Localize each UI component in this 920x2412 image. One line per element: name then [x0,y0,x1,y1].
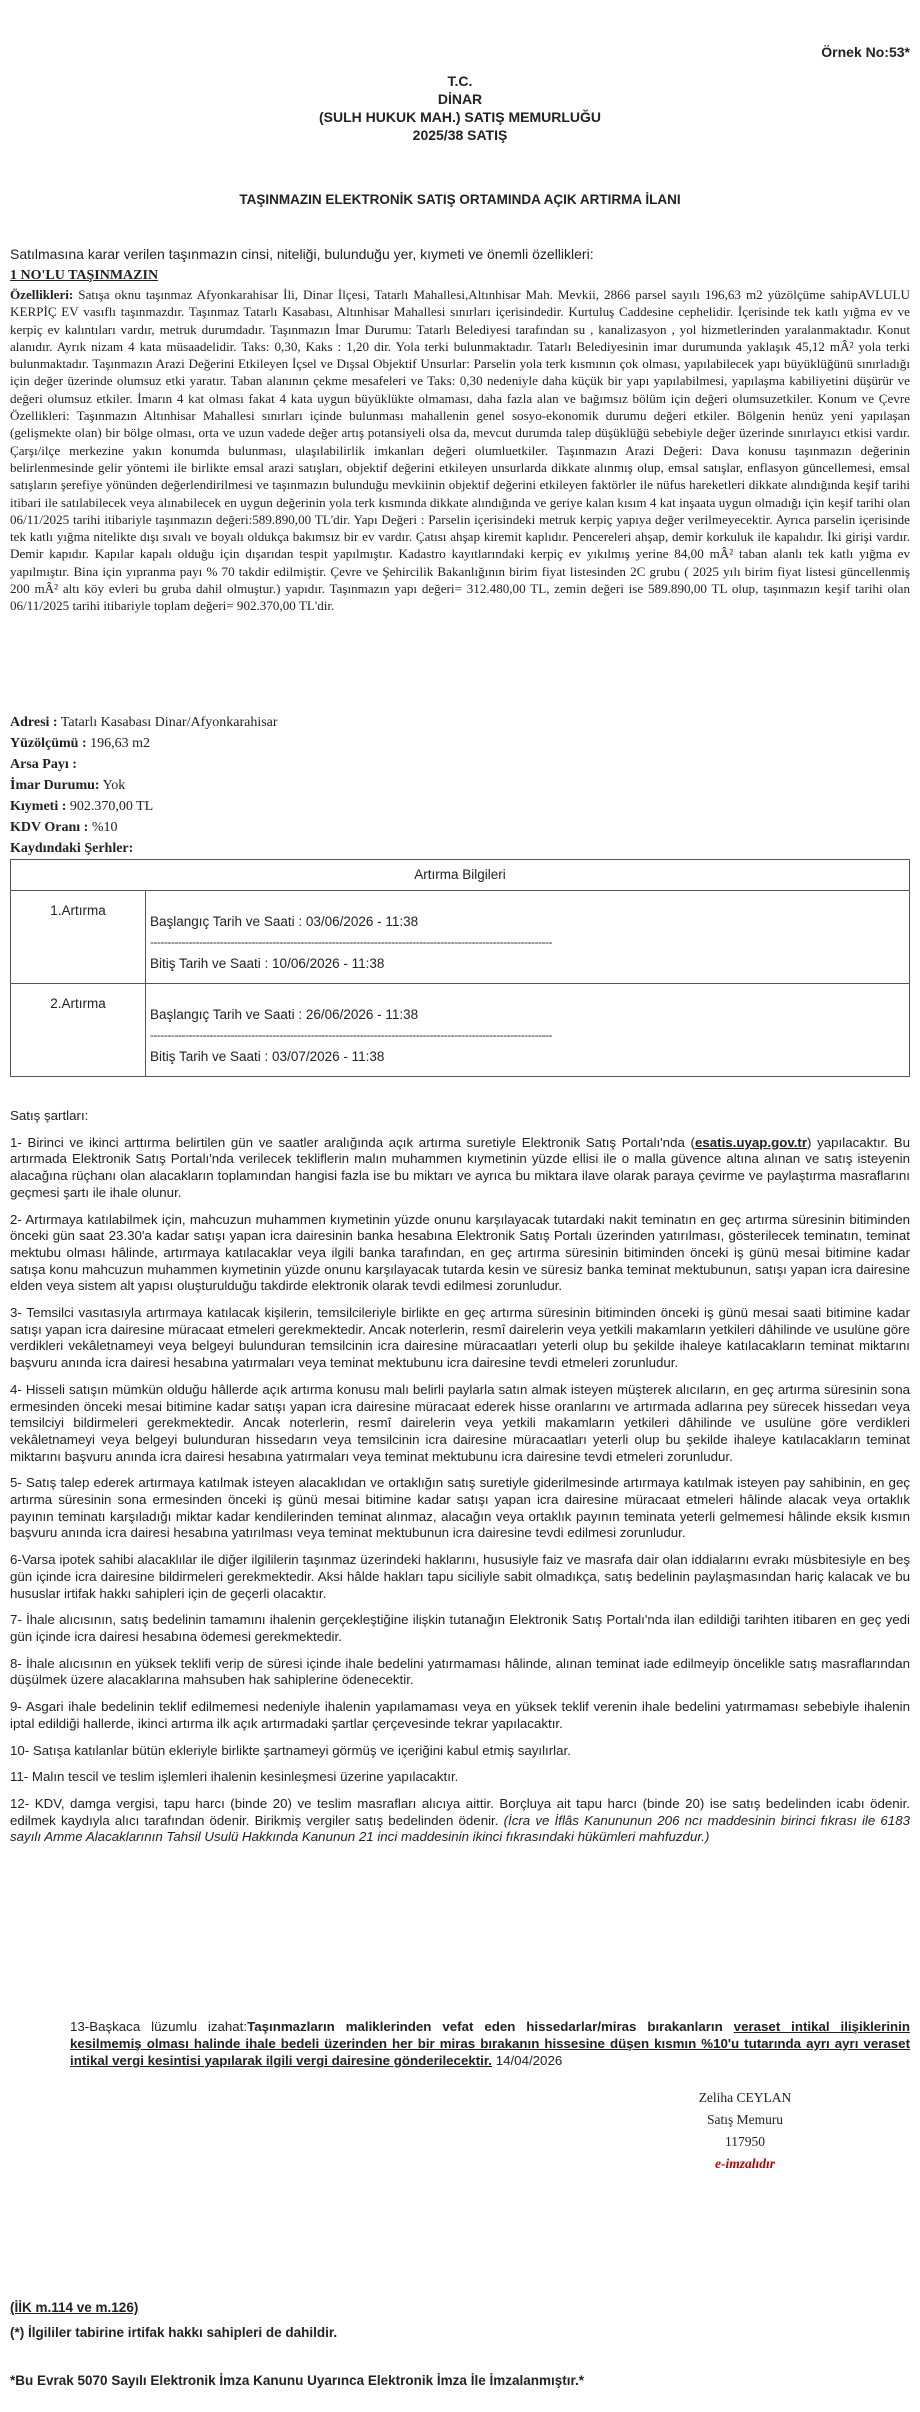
term-2: 2- Artırmaya katılabilmek için, mahcuzun muhammen kıymetinin yüzde onunu karşılayacak tutardaki nakit teminatın en geç artırma süresinin bitiminden önceki gün saat 23.30'a kadar satışı yapan icra dairesinin banka hesabına Elektronik Satış Portalı üzerinden yatırılması, gösterilecek teminatın, teminat mektubu olması hâlinde, artırmaya katılacaklar veya ilgili banka tarafından, en geç artırma süresinin bitiminden önceki iş günü mesai bitimine kadar satışa konu mahcuzun muhammen kıymetinin yüzde onunu karşılayacak tutarda kesin ve süresiz banka teminat mektubunun, satışı yapan icra dairesine elden veya sistem alt yapısı oluşturulduğu takdirde elektronik olarak tevdi edilmesi zorunludur. [10,1211,910,1294]
term-13-date: 14/04/2026 [492,2053,563,2068]
term-13-underlined: veraset intikal ilişiklerinin kesilmemiş olması halinde ihale bedeli üzerinden her bir miras bırakanın hissesine düşen kısmın %10'u tutarında ayrı ayrı veraset intikal vergi kesintisi yapılarak ilgili vergi dairesine gönderilecektir. [70,2019,910,2068]
intro-text: Satılmasına karar verilen taşınmazın cinsi, niteliği, bulunduğu yer, kıymeti ve önemli özellikleri: [10,246,594,262]
auction-start: Başlangıç Tarih ve Saati : 03/06/2026 - 11:38 [150,914,419,929]
property-fields [10,712,910,859]
field-encumbrances: Kaydındaki Şerhler: [10,841,134,856]
term-13 [10,2018,910,2069]
esatis-link[interactable]: esatis.uyap.gov.tr [694,1134,808,1150]
auction-row [11,891,910,984]
term-7: 7- İhale alıcısının, satış bedelinin tamamını ihalenin gerçekleştiğine ilişkin tutanağın Elektronik Satış Portalı'nda ilan edildiği tarihten itibaren en geç yedi gün içinde icra dairesi hesabına ödemesi gerekmektedir. [10,1612,910,1644]
auction-info-table [10,859,910,1077]
term-12: 12- KDV, damga vergisi, tapu harcı (binde 20) ve teslim masrafları alıcıya aittir. Borçluya ait tapu harcı (binde 20) ise satış bedelinden icabı ödenir. edilmek kaydıyla alıcı tarafından ödenir. Birikmiş vergiler satış bedelinden ödenir. (İcra ve İflâs Kanununun 206 ncı maddesinin birinci fıkrası ile 6183 sayılı Amme Alacaklarının Tahsil Usulü Hakkında Kanunun 21 inci maddesinin ikinci fıkrasındaki hükümleri mahfuzdur.) [10,1795,910,1845]
auction-end: Bitiş Tarih ve Saati : 03/07/2026 - 11:38 [150,1049,385,1064]
field-zoning: İmar Durumu: Yok [10,778,126,793]
header-line-tc: T.C. [447,73,473,89]
auction-separator: ------------------------------------------------------------------------------------------------------------------- [150,1028,553,1042]
signer-role: Satış Memuru [706,2112,784,2127]
esignature-note: *Bu Evrak 5070 Sayılı Elektronik İmza Kanunu Uyarınca Elektronik İmza İle İmzalanmıştır.* [10,2373,584,2388]
auction-round-label: 1.Artırma [11,891,146,984]
features-text: Satışa oknu taşınmaz Afyonkarahisar İli, Dinar İlçesi, Tatarlı Mahallesi,Altınhisar Mah. Mevkii, 2866 parsel sayılı 196,63 m2 yüzölçüme sahipAVLULU KERPİÇ EV vasıflı taşınmazdır. Taşınmaz Tatarlı Kasabası, Altınhisar Mahallesi sınırları içerisindedir. Kurtuluş Caddesine cephelidir. İçerisinde tek katlı yığma ev ve kerpiç ev kalıntıları vardır, metruk durumdadır. Taşınmazın İmar Durumu: Tatarlı Belediyesi tarafından su , kanalizasyon , yol hizmetlerinden yaralanmaktadır. Konut alanıdır. Ayrık nizam 4 kata müsaadelidir. Taks: 0,30, Kaks : 1,20 dir. Yola terki bulunmaktadır. Tatarlı Belediyesinin imar durumunda yaklaşık 45,12 mÂ² yola terki bulunmaktadır. Taşınmazın Arazi Değerini Etkileyen İçsel ve Dışsal Objektif Unsurlar: Parselin yola terk kısmının çok olması, yapılabilecek yapı büyüklüğünü sınırladığı için değer üzerinde olumsuz etki yaratır. Taban alanının çekme mesafeleri ve Taks: 0,30 nedeniyle daha küçük bir yapı yapılabilmesi, yapılaşma kabiliyetini düşürür ve değeri olumsuz etkiler. İmarın 4 kat olması fakat 4 kata uygun büyüklükte olmaması, daha fazla alan ve bağımsız bölüm için değeri olumsuzetkiler. Konum ve Çevre Özellikleri: Taşınmazın Altınhisar Mahallesi sınırları içinde bulunması mahallenin genel sosyo-ekonomik durumu değeri etkiler. Bölgenin henüz yeni yapılaşan (gelişmekte olan) bir bölge olması, orta ve uzun vadede değer artış potansiyeli olsa da, mevcut durumda talep düşüklüğü sebebiyle değer üzerinde sınırlayıcı etkisi vardır. Çarşı/ilçe merkezine yakın konumda bulunması, ulaşılabilirlik imkanları değeri olumluetkiler. Taşınmazın Arazi Değeri: Dava konusu taşınmazın değerinin belirlenmesinde gelir yöntemi ile birlikte emsal arazi satışları, objektif değerini etkileyen unsurlarda dikkate alınmış olup, emsal satışlar, enflasyon güncellemesi, emsal satışların şerefiye yönünden değerlendirilmesi ve taşınmazın bulunduğu mevkiinin objektif değerini etkileyen faktörler ile nüfus hareketleri dikkate alındığında keşif tarihi itibari ile satılabilecek veya alınabilecek en uygun değerinin yola terk kısmında dikkate alındığında ve geriye kalan kısım 4 kat inşaata uygun olmadığı için keşif tarihi olan 06/11/2025 tarihi itibariyle taşınmazın değeri:589.890,00 TL'dir. Yapı Değeri : Parselin içerisindeki metruk kerpiç yapıya değer verilmeyecektir. Ayrıca parselin içerisinde tek katlı yığma nitelikte dışı sıvalı ve boyalı oldukça bakımsız bir ev vardır. Çatısı ahşap kiremit kaplıdır. Pencereleri ahşap, demir korkuluk ile kapalıdır. İki girişi vardır. Demir kapıdır. Kapılar kapalı olduğu için dışarıdan tespit yapılmıştır. Kadastro kayıtlarındaki kerpiç ev yıkılmış yerine 84,00 mÂ² taban alanlı tek katlı yığma ev yapılmıştır. Bina için yıpranma payı % 70 takdir edilmiştir. Çevre ve Şehircilik Bakanlığının birim fiyat listesinden 2C grubu ( 2025 yılı birim fiyat listesi güncellenmiş 200 mÂ² altı köy evleri bu gruba dahil olmuştur.) yapıdır. Taşınmazın yapı değeri= 312.480,00 TL, zemin değeri ise 589.890,00 TL olup, taşınmazın keşif tarihi olan 06/11/2025 tarihi itibariyle toplam değeri= 902.370,00 TL'dir. [10,287,910,614]
signer-name: Zeliha CEYLAN [698,2090,792,2105]
term-6: 6-Varsa ipotek sahibi alacaklılar ile diğer ilgililerin taşınmaz üzerindeki haklarını, hususiyle faiz ve masrafa dair olan iddialarını evrakı müsbitesiyle en beş gün içinde icra dairesine bildirmeleri gerekmektedir. Aksi hâlde hakları tapu siciliyle sabit olmadıkça, satış bedelinin paylaşmasından hariç kalacak ve bu hususlar irtifak hakkı sahipleri için de geçerli olacaktır. [10,1552,910,1601]
term-13-bold: Taşınmazların maliklerinden vefat eden hissedarlar/miras bırakanların [247,2019,734,2034]
auction-row [11,984,910,1077]
footnote: (*) İlgililer tabirine irtifak hakkı sahipleri de dahildir. [10,2325,338,2340]
signature-block [650,2087,840,2175]
auction-separator: ------------------------------------------------------------------------------------------------------------------- [150,935,553,949]
field-vat: KDV Oranı : %10 [10,820,118,835]
header-block [10,72,910,144]
field-area: Yüzölçümü : 196,63 m2 [10,736,151,751]
term-13-prefix: 13-Başkaca lüzumlu izahat: [70,2019,248,2034]
auction-round-label: 2.Artırma [11,984,146,1077]
legal-reference: (İİK m.114 ve m.126) [10,2300,139,2315]
auction-start: Başlangıç Tarih ve Saati : 26/06/2026 - 11:38 [150,1007,419,1022]
sale-terms-heading: Satış şartları: [10,1108,89,1123]
term-3: 3- Temsilci vasıtasıyla artırmaya katılacak kişilerin, temsilcileriyle birlikte en geç artırma süresinin bitiminden önceki iş günü mesai saati bitimine kadar satışı yapan icra dairesine müracaat etmeleri gerekmektedir. Ancak noterlerin, resmî dairelerin veya yetkili makamların yetkileri dâhilinde ve usulüne göre verdikleri vekâletnameyi veya belgeyi bulunduran temsilcinin icra dairesine müracaatları yeterli olup bu şekilde ihaleye katılacakların teminat miktarını başvuru anında icra dairesi hesabına yatırmaları veya teminat mektubunu icra dairesine tevdi etmeleri zorunludur. [10,1305,910,1371]
e-signed-label: e-imzalıdır [715,2156,775,2171]
auction-table-heading: Artırma Bilgileri [11,860,910,891]
term-4: 4- Hisseli satışın mümkün olduğu hâllerde açık artırma konusu malı belirli paylarla satın almak isteyen müşterek alıcıların, en geç artırma süresinin sona ermesinden önceki mesai bitimine kadar satışı yapan icra dairesine müracaat ederek hisse oranlarını ve artırmada adlarına pey sürecek hissedarı veya temsilciyi bildirmeleri gerekmektedir. Ancak noterlerin, resmî dairelerin veya yetkili makamların yetkileri dâhilinde ve usulüne göre verdikleri vekâletnameyi veya belgeyi bulunduran hissedarın veya temsilcinin icra dairesine müracaatları yeterli olup bu şekilde ihaleye katılacakların teminat miktarını başvuru anında icra dairesi hesabına yatırmaları veya teminat mektubunu icra dairesine tevdi etmeleri zorunludur. [10,1381,910,1464]
term-1: 1- Birinci ve ikinci arttırma belirtilen gün ve saatler aralığında açık artırma suretiyle Elektronik Satış Portalı'nda (esatis.uyap.gov.tr) yapılacaktır. Bu artırmada Elektronik Satış Portalı'nda verilecek tekliflerin malın muhammen kıymetinin yüzde ellisi ile o malla güvence altına alınan ve satış isteyenin alacağına rüçhanı olan alacakların toplamından hangisi fazla ise bu miktarı ve ayrıca bu miktara ilave olarak paraya çevirme ve paylaştırma masraflarını geçmesi şartı ile ihale olunur. [10,1134,910,1200]
field-value: Kıymeti : 902.370,00 TL [10,799,154,814]
property-heading: 1 NO'LU TAŞINMAZIN [10,268,159,283]
field-address: Adresi : Tatarlı Kasabası Dinar/Afyonkarahisar [10,715,278,730]
term-11: 11- Malın tescil ve teslim işlemleri ihalenin kesinleşmesi üzerine yapılacaktır. [10,1769,459,1785]
term-10: 10- Satışa katılanlar bütün ekleriyle birlikte şartnameyi görmüş ve içeriğini kabul etmiş sayılırlar. [10,1742,571,1758]
header-line-office: (SULH HUKUK MAH.) SATIŞ MEMURLUĞU [318,109,602,125]
header-line-file: 2025/38 SATIŞ [412,127,508,143]
field-share: Arsa Payı : [10,757,77,772]
term-5: 5- Satış talep ederek artırmaya katılmak isteyen alacaklıdan ve ortaklığın satış suretiyle giderilmesinde artırmaya katılmak isteyen pay sahibinin, en geç artırma süresinin sona ermesinden önceki iş günü mesai bitimine kadar satışı yapan icra dairesine müracaat etmeleri hâlinde alacak veya ortaklık payının teminatı karşıladığı miktar kadar kendilerinden teminat alınmaz, alacağın veya ortaklık payının teminata yeterli gelmemesi hâlinde eksik kısmın başvuru anında icra dairesi hesabına yatırılması veya teminat mektubunun icra dairesine tevdi edilmesi zorunludur. [10,1475,910,1541]
property-description [10,286,910,615]
signer-number: 117950 [725,2134,765,2149]
auction-end: Bitiş Tarih ve Saati : 10/06/2026 - 11:38 [150,956,385,971]
term-9: 9- Asgari ihale bedelinin teklif edilmemesi nedeniyle ihalenin yapılamaması veya en yüksek teklif verenin ihale bedelini yatırmaması sebebiyle ihalenin iptal edildiği hallerde, ikinci artırma ilk açık artırmadaki şartlar çerçevesinde tekrar yapılacaktır. [10,1699,910,1731]
features-label: Özellikleri: [10,287,74,302]
header-line-city: DİNAR [437,91,483,107]
term-8: 8- İhale alıcısının en yüksek teklifi verip de süresi içinde ihale bedelini yatırmaması hâlinde, alınan teminat iade edilmeyip öncelikle satış masraflarından düşülmek üzere alacaklarına mahsuben hak sahiplerine ödenecektir. [10,1655,910,1688]
notice-title: TAŞINMAZIN ELEKTRONİK SATIŞ ORTAMINDA AÇIK ARTIRMA İLANI [239,192,681,207]
document-number: Örnek No:53* [821,44,910,60]
sale-terms [10,1108,910,1856]
